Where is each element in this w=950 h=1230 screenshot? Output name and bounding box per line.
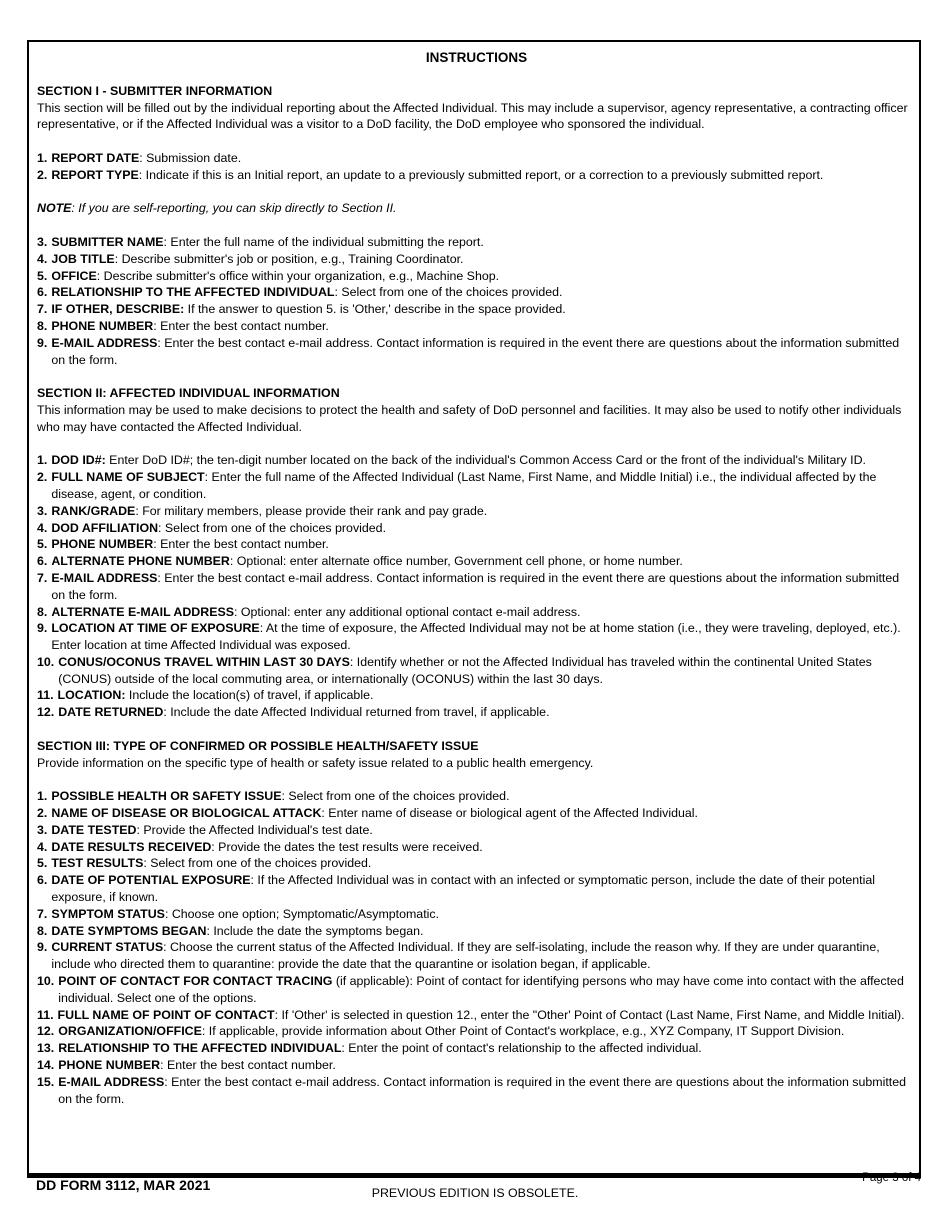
item-label: SYMPTOM STATUS	[51, 906, 165, 921]
instruction-item	[37, 604, 916, 621]
item-text: : Select from one of the choices provided.	[334, 285, 563, 300]
instruction-item	[37, 805, 916, 822]
item-body	[51, 872, 916, 906]
item-text: : Enter the best contact e-mail address. Contact information is required in the event there are questions about the information submitted on the form.	[58, 1074, 907, 1106]
item-number: 5.	[37, 856, 48, 871]
item-body	[51, 788, 916, 805]
item-number: 3.	[37, 503, 48, 518]
form-id: DD FORM 3112, MAR 2021	[36, 1177, 211, 1193]
instruction-item	[37, 251, 916, 268]
instruction-item	[37, 923, 916, 940]
item-label: ORGANIZATION/OFFICE	[58, 1024, 202, 1039]
item-body	[51, 620, 916, 654]
item-label: REPORT TYPE	[51, 167, 139, 182]
item-label: E-MAIL ADDRESS	[51, 570, 158, 585]
item-number: 5.	[37, 537, 48, 552]
instruction-item	[37, 839, 916, 856]
item-body	[51, 939, 916, 973]
item-number: 1.	[37, 453, 48, 468]
item-body	[51, 452, 916, 469]
item-text: : If the Affected Individual was in contact with an infected or symptomatic person, include the date of their potential exposure, if known.	[51, 873, 876, 905]
item-body	[51, 604, 916, 621]
instruction-item	[37, 1023, 916, 1040]
item-body	[51, 923, 916, 940]
instruction-item	[37, 822, 916, 839]
item-text: : Submission date.	[139, 150, 242, 165]
note-label: NOTE	[37, 201, 72, 216]
instruction-item	[37, 1057, 916, 1074]
item-label: LOCATION AT TIME OF EXPOSURE	[51, 621, 260, 636]
item-text: : Select from one of the choices provided.	[143, 856, 372, 871]
item-number: 6.	[37, 873, 48, 888]
item-number: 10.	[37, 974, 55, 989]
item-label: E-MAIL ADDRESS	[58, 1074, 165, 1089]
item-number: 6.	[37, 285, 48, 300]
item-number: 5.	[37, 268, 48, 283]
item-number: 13.	[37, 1041, 55, 1056]
item-number: 11.	[37, 688, 54, 703]
item-number: 15.	[37, 1074, 55, 1089]
instruction-item	[37, 855, 916, 872]
item-label: SUBMITTER NAME	[51, 234, 164, 249]
item-text: : Enter the best contact number.	[160, 1058, 336, 1073]
item-body	[58, 1023, 916, 1040]
item-text: Enter DoD ID#; the ten-digit number located on the back of the individual's Common Access Card or the front of the individual's Military ID.	[105, 453, 866, 468]
item-label: DATE OF POTENTIAL EXPOSURE	[51, 873, 251, 888]
instruction-item	[37, 150, 916, 167]
instruction-item	[37, 704, 916, 721]
item-body	[51, 318, 916, 335]
obsolete-note: PREVIOUS EDITION IS OBSOLETE.	[371, 1186, 579, 1200]
blank-line	[37, 133, 916, 150]
item-number: 8.	[37, 604, 48, 619]
item-number: 2.	[37, 167, 48, 182]
item-body	[51, 234, 916, 251]
instruction-item	[37, 1040, 916, 1057]
item-text: : Select from one of the choices provided.	[158, 520, 387, 535]
item-body	[58, 973, 916, 1007]
item-text: : Describe submitter's job or position, e.g., Training Coordinator.	[114, 251, 464, 266]
item-number: 12.	[37, 705, 55, 720]
item-label: DOD AFFILIATION	[51, 520, 159, 535]
item-label: RANK/GRADE	[51, 503, 136, 518]
item-number: 9.	[37, 621, 48, 636]
item-label: FULL NAME OF POINT OF CONTACT	[57, 1007, 275, 1022]
item-text: : Identify whether or not the Affected Individual has traveled within the continental United States (CONUS) outside of the local commuting area, or internationally (OCONUS) within the last 30 days.	[58, 654, 872, 686]
item-body	[58, 704, 916, 721]
item-label: POSSIBLE HEALTH OR SAFETY ISSUE	[51, 789, 282, 804]
instruction-item	[37, 1074, 916, 1108]
instruction-item	[37, 788, 916, 805]
blank-line	[37, 184, 916, 201]
item-number: 8.	[37, 318, 48, 333]
section-heading: SECTION III: TYPE OF CONFIRMED OR POSSIBLE HEALTH/SAFETY ISSUE	[37, 738, 479, 753]
instruction-item	[37, 452, 916, 469]
item-label: ALTERNATE PHONE NUMBER	[51, 554, 230, 569]
item-text: : At the time of exposure, the Affected Individual may not be at home station (i.e., they were traveling, deployed, etc.). Enter location at time Affected Individual was exposed.	[51, 621, 901, 653]
item-text: : Enter the best contact e-mail address. Contact information is required in the event there are questions about the information submitted on the form.	[51, 335, 900, 367]
item-text: : Indicate if this is an Initial report, an update to a previously submitted report, or a correction to a previously submitted report.	[138, 167, 824, 182]
item-number: 4.	[37, 251, 48, 266]
blank-line	[37, 368, 916, 385]
section-heading: SECTION II: AFFECTED INDIVIDUAL INFORMATION	[37, 386, 340, 401]
item-body	[51, 503, 916, 520]
item-body	[58, 1074, 916, 1108]
item-text: : Optional: enter any additional optional contact e-mail address.	[234, 604, 581, 619]
instruction-item	[37, 973, 916, 1007]
item-label: E-MAIL ADDRESS	[51, 335, 158, 350]
item-body	[51, 150, 916, 167]
item-number: 7.	[37, 302, 48, 317]
item-text: : Enter the best contact e-mail address. Contact information is required in the event there are questions about the information submitted on the form.	[51, 570, 900, 602]
instruction-item	[37, 301, 916, 318]
item-number: 14.	[37, 1058, 55, 1073]
item-number: 11.	[37, 1007, 54, 1022]
instruction-item	[37, 872, 916, 906]
note	[37, 200, 916, 217]
item-text: : Choose the current status of the Affected Individual. If they are self-isolating, include the reason why. If they are under quarantine, include who directed them to quarantine: provide the date that the quarantine or isolation began, if applicable.	[51, 940, 880, 972]
item-number: 8.	[37, 923, 48, 938]
item-text: : Enter the point of contact's relationship to the affected individual.	[341, 1041, 702, 1056]
instruction-item	[37, 268, 916, 285]
item-body	[51, 536, 916, 553]
note-text: : If you are self-reporting, you can skip directly to Section II.	[71, 201, 397, 216]
item-body	[51, 167, 916, 184]
item-body	[51, 251, 916, 268]
item-text: : Provide the dates the test results were received.	[211, 839, 483, 854]
item-number: 9.	[37, 335, 48, 350]
blank-line	[37, 66, 916, 83]
item-label: JOB TITLE	[51, 251, 115, 266]
page-number: Page 3 of 4	[862, 1172, 921, 1184]
item-text: : Select from one of the choices provided.	[281, 789, 510, 804]
instruction-item	[37, 553, 916, 570]
item-label: PHONE NUMBER	[51, 318, 154, 333]
item-text: : Enter the best contact number.	[153, 537, 329, 552]
instruction-item	[37, 167, 916, 184]
blank-line	[37, 771, 916, 788]
item-body	[58, 654, 916, 688]
item-body	[51, 335, 916, 369]
item-text: (if applicable): Point of contact for identifying persons who may have come into contact with the affected individual. Select one of the options.	[58, 974, 904, 1005]
item-body	[58, 1040, 916, 1057]
item-label: LOCATION:	[57, 688, 126, 703]
instruction-item	[37, 939, 916, 973]
item-text: : Optional: enter alternate office number, Government cell phone, or home number.	[229, 554, 683, 569]
item-body	[51, 855, 916, 872]
item-label: CURRENT STATUS	[51, 940, 164, 955]
item-label: DOD ID#:	[51, 453, 106, 468]
item-number: 3.	[37, 234, 48, 249]
item-label: CONUS/OCONUS TRAVEL WITHIN LAST 30 DAYS	[58, 654, 350, 669]
item-number: 4.	[37, 839, 48, 854]
item-number: 7.	[37, 570, 48, 585]
item-body	[58, 687, 916, 704]
item-label: FULL NAME OF SUBJECT	[51, 470, 205, 485]
item-text: If the answer to question 5. is 'Other,' describe in the space provided.	[184, 302, 566, 317]
instruction-item	[37, 469, 916, 503]
item-body	[51, 520, 916, 537]
item-text: : Describe submitter's office within your organization, e.g., Machine Shop.	[96, 268, 500, 283]
item-body	[51, 268, 916, 285]
item-text: : Enter the full name of the Affected Individual (Last Name, First Name, and Middle Initial) i.e., the individual affected by the disease, agent, or condition.	[51, 470, 877, 501]
section-intro: This section will be filled out by the individual reporting about the Affected Individual. This may include a supervisor, agency representative, a contracting officer representative, or if the Affected Individual was a visitor to a DoD facility, the DoD employee who sponsored the individual.	[37, 100, 908, 132]
instruction-item	[37, 654, 916, 688]
item-text: : Include the date Affected Individual returned from travel, if applicable.	[163, 705, 550, 720]
item-label: DATE TESTED	[51, 822, 137, 837]
item-body	[51, 469, 916, 503]
item-body	[51, 553, 916, 570]
item-number: 9.	[37, 940, 48, 955]
item-text: : Enter name of disease or biological agent of the Affected Individual.	[321, 806, 698, 821]
item-label: REPORT DATE	[51, 150, 140, 165]
item-body	[51, 301, 916, 318]
item-text: : For military members, please provide their rank and pay grade.	[135, 503, 488, 518]
item-number: 1.	[37, 150, 48, 165]
item-label: ALTERNATE E-MAIL ADDRESS	[51, 604, 234, 619]
item-text: : If applicable, provide information about Other Point of Contact's workplace, e.g., XYZ Company, IT Support Division.	[201, 1024, 845, 1039]
item-text: : Choose one option; Symptomatic/Asymptomatic.	[164, 906, 440, 921]
item-label: PHONE NUMBER	[51, 537, 154, 552]
blank-line	[37, 217, 916, 234]
instruction-item	[37, 234, 916, 251]
item-body	[58, 1057, 916, 1074]
item-body	[51, 839, 916, 856]
item-label: DATE RESULTS RECEIVED	[51, 839, 212, 854]
item-number: 3.	[37, 822, 48, 837]
item-body	[51, 805, 916, 822]
item-label: PHONE NUMBER	[58, 1058, 161, 1073]
instruction-item	[37, 687, 916, 704]
item-number: 4.	[37, 520, 48, 535]
item-body	[58, 1007, 916, 1024]
blank-line	[37, 436, 916, 453]
item-label: POINT OF CONTACT FOR CONTACT TRACING	[58, 974, 333, 989]
instruction-item	[37, 570, 916, 604]
instructions-box	[27, 40, 921, 1178]
instruction-item	[37, 536, 916, 553]
item-text: : If 'Other' is selected in question 12., enter the "Other' Point of Contact (Last Name, First Name, and Middle Initial).	[274, 1007, 905, 1022]
item-text: Include the location(s) of travel, if applicable.	[125, 688, 374, 703]
item-number: 2.	[37, 806, 48, 821]
instruction-item	[37, 520, 916, 537]
item-label: RELATIONSHIP TO THE AFFECTED INDIVIDUAL	[51, 285, 335, 300]
item-number: 1.	[37, 789, 48, 804]
section-intro: Provide information on the specific type of health or safety issue related to a public health emergency.	[37, 755, 594, 770]
instruction-item	[37, 906, 916, 923]
instruction-item	[37, 318, 916, 335]
section-heading: SECTION I - SUBMITTER INFORMATION	[37, 83, 273, 98]
item-body	[51, 284, 916, 301]
instruction-item	[37, 620, 916, 654]
item-number: 10.	[37, 654, 55, 669]
item-body	[51, 570, 916, 604]
item-label: RELATIONSHIP TO THE AFFECTED INDIVIDUAL	[58, 1041, 342, 1056]
instructions-content	[37, 66, 916, 1107]
item-number: 7.	[37, 906, 48, 921]
item-label: TEST RESULTS	[51, 856, 144, 871]
item-body	[51, 822, 916, 839]
item-number: 6.	[37, 554, 48, 569]
instructions-title: INSTRUCTIONS	[425, 50, 528, 65]
instruction-item	[37, 503, 916, 520]
blank-line	[37, 721, 916, 738]
item-label: OFFICE	[51, 268, 97, 283]
instruction-item	[37, 335, 916, 369]
item-label: DATE SYMPTOMS BEGAN	[51, 923, 207, 938]
item-label: NAME OF DISEASE OR BIOLOGICAL ATTACK	[51, 806, 322, 821]
instruction-item	[37, 284, 916, 301]
item-label: DATE RETURNED	[58, 705, 164, 720]
item-text: : Enter the full name of the individual submitting the report.	[163, 234, 484, 249]
item-label: IF OTHER, DESCRIBE:	[51, 302, 185, 317]
item-text: : Include the date the symptoms began.	[206, 923, 424, 938]
instruction-item	[37, 1007, 916, 1024]
item-text: : Enter the best contact number.	[153, 318, 329, 333]
item-number: 12.	[37, 1024, 55, 1039]
section-intro: This information may be used to make decisions to protect the health and safety of DoD personnel and facilities. It may also be used to notify other individuals who may have contacted the Affected Individual.	[37, 402, 902, 434]
item-number: 2.	[37, 470, 48, 485]
item-text: : Provide the Affected Individual's test date.	[136, 822, 373, 837]
item-body	[51, 906, 916, 923]
